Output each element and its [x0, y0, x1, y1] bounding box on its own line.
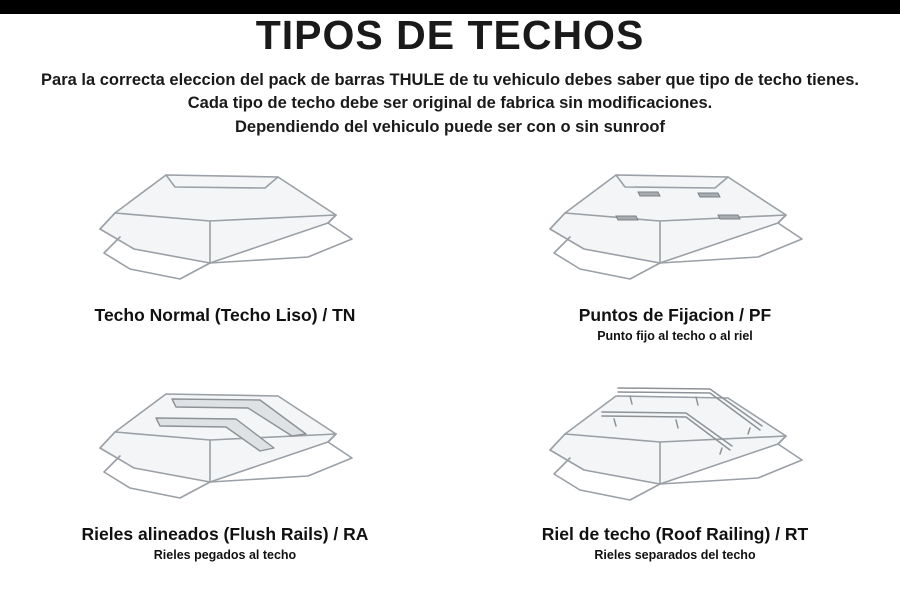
roof-type-caption-ra: Rieles alineados (Flush Rails) / RA	[81, 524, 369, 545]
roof-type-caption-pf: Puntos de Fijacion / PF	[578, 305, 772, 326]
intro-line-1: Para la correcta eleccion del pack de barras THULE de tu vehiculo debes saber que tipo de techo tienes.	[41, 71, 859, 90]
roof-type-subcaption-ra: Rieles pegados al techo	[153, 548, 297, 563]
intro-line-2: Cada tipo de techo debe ser original de fabrica sin modificaciones.	[187, 94, 713, 113]
car-roof-plain-icon	[60, 153, 390, 303]
car-roof-flush-rails-icon	[60, 372, 390, 522]
intro-line-3: Dependiendo del vehiculo puede ser con o sin sunroof	[235, 117, 665, 136]
roof-type-card-pf	[450, 145, 900, 360]
roof-type-subcaption-rt: Rieles separados del techo	[594, 548, 756, 563]
intro-text	[0, 69, 900, 139]
page-title: TIPOS DE TECHOS	[255, 12, 645, 58]
poster-root	[0, 14, 900, 614]
car-roof-raised-railing-icon	[510, 372, 840, 522]
roof-type-card-rt	[450, 360, 900, 575]
roof-types-grid	[0, 145, 900, 575]
roof-type-card-ra	[0, 360, 450, 575]
roof-type-subcaption-pf: Punto fijo al techo o al riel	[597, 329, 753, 344]
roof-type-caption-tn: Techo Normal (Techo Liso) / TN	[94, 305, 356, 326]
roof-type-card-tn	[0, 145, 450, 360]
car-roof-fixpoints-icon	[510, 153, 840, 303]
roof-type-caption-rt: Riel de techo (Roof Railing) / RT	[541, 524, 809, 545]
